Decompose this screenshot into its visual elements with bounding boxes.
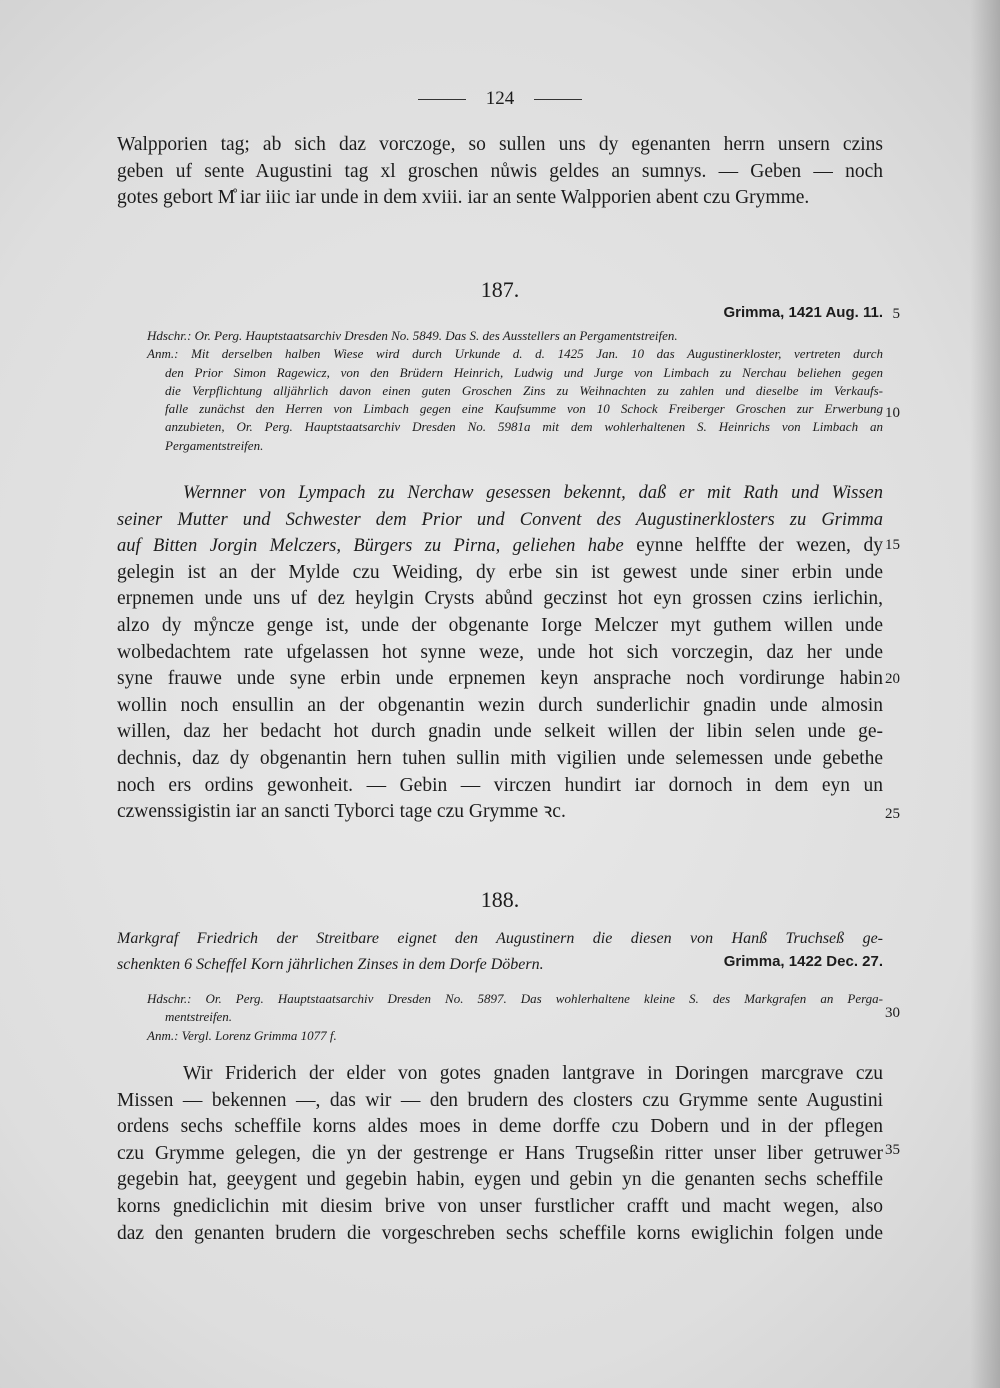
text-line: wolbedachtem rate ufgelassen hot synne weze, unde hot sich vorczegin, daz her unde — [117, 641, 883, 663]
line-number: 5 — [892, 306, 900, 322]
regest-line: seiner Mutter und Schwester dem Prior und Convent des Augustinerklosters zu Grimma — [117, 509, 883, 530]
text-line: noch ers ordins gewonheit. — Gebin — virczen hundirt iar dornoch in dem eyn un — [117, 774, 883, 796]
text-line: dechnis, daz dy obgenantin hern tuhen sullin mith vigilien unde selemessen unde gebethe — [117, 747, 883, 769]
note-line: Hdschr.: Or. Perg. Hauptstaatsarchiv Dresden No. 5897. Das wohlerhaltene kleine S. des Markgrafen an Perga- — [147, 991, 883, 1006]
note-line: Anm.: Vergl. Lorenz Grimma 1077 f. — [147, 1027, 337, 1043]
rule-left — [418, 99, 466, 100]
text-line: geben uf sente Augustini tag xl groschen nůwis geldes an sumnys. — Geben — noch — [117, 160, 883, 182]
note-line: Hdschr.: Or. Perg. Hauptstaatsarchiv Dresden No. 5849. Das S. des Ausstellers an Pergamentstreifen. — [147, 328, 678, 343]
body-187 — [117, 480, 883, 826]
dateline-187: Grimma, 1421 Aug. 11. — [723, 304, 883, 321]
notes-187 — [117, 327, 883, 455]
line-number: 15 — [885, 537, 900, 553]
line-number: 30 — [885, 1005, 900, 1021]
entry-number-188: 188. — [480, 887, 520, 912]
text-line: Missen — bekennen —, das wir — den brudern des closters czu Grymme sente Augustini — [117, 1089, 883, 1111]
regest-line — [117, 533, 883, 560]
regest-line: schenkten 6 Scheffel Korn jährlichen Zinses in dem Dorfe Döbern. — [117, 956, 544, 973]
continuation-text — [117, 132, 883, 212]
regest-line: Wernner von Lympach zu Nerchaw gesessen bekennt, daß er mit Rath und Wissen — [183, 483, 883, 503]
text-line: Wir Friderich der elder von gotes gnaden lantgrave in Doringen marcgrave czu — [183, 1063, 883, 1084]
line-number: 25 — [885, 806, 900, 822]
text-roman: eynne helffte der wezen, dy — [623, 535, 883, 557]
note-line: mentstreifen. — [165, 1009, 233, 1025]
text-line: Walpporien tag; ab sich daz vorczoge, so sullen uns dy egenanten herrn unsern czins — [117, 134, 883, 155]
text-line: willen, daz her bedacht hot durch gnadin unde selkeit willen der libin selen unde ge- — [117, 721, 883, 743]
line-number: 20 — [885, 671, 900, 687]
regest-italic: auf Bitten Jorgin Melczers, Bürgers zu Pirna, geliehen habe — [117, 536, 624, 557]
text-line: erpnemen unde uns uf dez heylgin Crysts abůnd geczinst hot eyn grossen czins ierlichin, — [117, 588, 883, 610]
regest-line: Markgraf Friedrich der Streitbare eignet den Augustinern die diesen von Hanß Truchseß ge- — [117, 930, 883, 947]
text-line: czu Grymme gelegen, die yn der gestrenge er Hans Trugseßin ritter unser liber getruwer — [117, 1142, 883, 1164]
note-line: Anm.: Mit derselben halben Wiese wird durch Urkunde d. d. 1425 Jan. 10 das Augustinerkloster, vertreten durch — [147, 346, 883, 362]
text-line: syne frauwe unde syne erbin unde erpnemen keyn ansprache noch vordirunge habin — [117, 668, 883, 690]
rule-right — [534, 99, 582, 100]
note-line: anzubieten, Or. Perg. Hauptstaatsarchiv Dresden No. 5981a mit dem wohlerhaltenen S. Heinrichs von Limbach an — [165, 419, 883, 435]
text-line: korns gnediclichin mit diesim brive von unser furstlicher crafft und macht wegen, also — [117, 1195, 883, 1217]
body-188 — [117, 1061, 883, 1247]
entry-number-187: 187. — [480, 277, 520, 302]
text-line: ordens sechs scheffile korns aldes moes in deme dorffe czu Dobern und in der pflegen — [117, 1116, 883, 1138]
dateline-188: Grimma, 1422 Dec. 27. — [723, 953, 883, 970]
page-number — [0, 88, 1000, 110]
line-number: 35 — [885, 1142, 900, 1158]
text-line: czwenssigistin iar an sancti Tyborci tage czu Grymme ꝛc. — [117, 801, 566, 823]
note-line: die Verpflichtung alljährlich davon einen guten Groschen Zins zu Weihnachten zu zahlen und dieselbe im Verkaufs- — [165, 382, 883, 398]
notes-188 — [117, 990, 883, 1045]
text-line: daz den genanten brudern die vorgeschreben sechs scheffile korns ewiglichin folgen unde — [117, 1222, 883, 1244]
page-number-text: 124 — [485, 88, 515, 109]
line-number: 10 — [885, 405, 900, 421]
note-line: den Prior Simon Ragewicz, von den Brüdern Heinrich, Ludwig und Jurge von Limbach zu Nerchau beliehen gegen — [165, 364, 883, 380]
note-line: falle zunächst den Herren von Limbach gegen eine Kaufsumme von 10 Schock Freiberger Groschen zur Erwerbung — [165, 401, 883, 417]
text-line: wollin noch ensullin an der obgenantin wezin durch sunderlichir gnadin unde almosin — [117, 694, 883, 716]
text-line: gotes gebort M̊ iar iiic iar unde in dem xviii. iar an sente Walpporien abent czu Grymme. — [117, 187, 810, 209]
text-line: gegebin hat, geeygent und gegebin habin, eygen und gebin yn die genanten sechs scheffile — [117, 1169, 883, 1191]
binding-shadow — [970, 0, 1000, 1388]
text-line: gelegin ist an der Mylde czu Weiding, dy erbe sin ist gewest unde siner erbin unde — [117, 561, 883, 583]
note-line: Pergamentstreifen. — [165, 437, 264, 453]
text-line: alzo dy mẙncze genge ist, unde der obgenante Iorge Melczer myt guthem willen unde — [117, 614, 883, 636]
regest-188 — [117, 926, 883, 978]
